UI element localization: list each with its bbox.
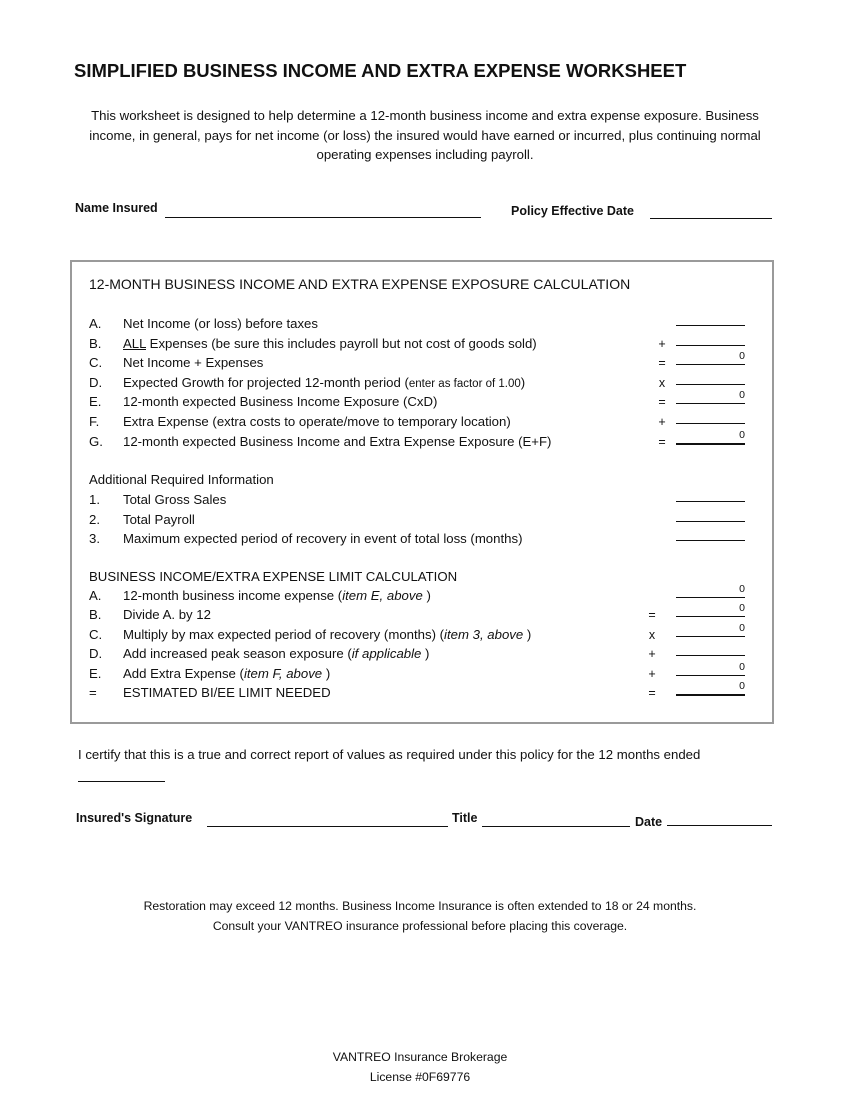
insured-signature-label: Insured's Signature xyxy=(76,811,193,825)
calc-row xyxy=(89,375,525,392)
additional-info-title: Additional Required Information xyxy=(89,472,274,487)
brand-block xyxy=(270,1048,570,1087)
limit-value-field[interactable]: 0 xyxy=(676,679,745,696)
calc-value-field[interactable] xyxy=(676,330,745,346)
limit-label-end: ) xyxy=(523,626,532,642)
limit-label-text: ESTIMATED BI/EE LIMIT NEEDED xyxy=(123,685,331,700)
limit-label-reference: item F, above xyxy=(243,665,323,681)
calc-label-text: Expected Growth for projected 12-month period ( xyxy=(123,374,409,390)
limit-row xyxy=(89,666,330,682)
calc-label-text: Extra Expense (extra costs to operate/move to temporary location) xyxy=(123,414,511,429)
calc-operator: x xyxy=(658,375,666,390)
limit-row xyxy=(89,627,531,643)
calc-label xyxy=(123,355,263,371)
calc-letter: F. xyxy=(89,414,100,429)
policy-effective-date-field[interactable] xyxy=(650,204,772,219)
limit-label-text: Divide A. by 12 xyxy=(123,607,211,623)
footer-note xyxy=(70,897,770,936)
limit-letter: E. xyxy=(89,665,102,681)
additional-label xyxy=(123,512,195,528)
calc-label xyxy=(123,336,537,352)
limit-value-field[interactable]: 0 xyxy=(676,582,745,598)
calc-section-title: 12-MONTH BUSINESS INCOME AND EXTRA EXPENSE EXPOSURE CALCULATION xyxy=(89,276,631,292)
limit-label xyxy=(123,685,331,701)
limit-label-reference: item 3, above xyxy=(444,626,524,642)
calc-value-field[interactable]: 0 xyxy=(676,428,745,445)
calc-letter: C. xyxy=(89,355,103,371)
limit-row xyxy=(89,607,211,623)
limit-row xyxy=(89,646,429,662)
limit-label-text: Add increased peak season exposure ( xyxy=(123,646,352,662)
calc-label-text: 12-month expected Business Income and Extra Expense Exposure (E+F) xyxy=(123,433,552,449)
limit-operator: = xyxy=(648,608,656,623)
additional-row xyxy=(89,512,195,528)
limit-label xyxy=(123,666,330,682)
limit-row xyxy=(89,685,331,701)
additional-row xyxy=(89,492,226,508)
calc-value-field[interactable] xyxy=(676,408,745,424)
intro-paragraph: This worksheet is designed to help determine a 12-month business income and extra expense exposure. Business income, in general, pays for net income (or loss) the insured would have earned or incurred, plus continuing normal operating expenses including payroll. xyxy=(89,108,761,162)
date-field[interactable] xyxy=(667,811,772,826)
calc-row xyxy=(89,316,318,332)
calc-letter: B. xyxy=(89,335,102,351)
calc-value-field[interactable]: 0 xyxy=(676,388,745,404)
additional-value-field[interactable] xyxy=(676,525,745,541)
limit-label-text: 12-month business income expense ( xyxy=(123,588,343,603)
limit-label xyxy=(123,588,431,604)
limit-value-field[interactable] xyxy=(676,640,745,656)
limit-label xyxy=(123,646,429,662)
limit-label-reference: item E, above xyxy=(342,588,423,603)
calc-row xyxy=(89,414,511,430)
calc-letter: D. xyxy=(89,374,103,390)
calc-label xyxy=(123,375,525,392)
calc-row xyxy=(89,394,437,410)
additional-value-field[interactable] xyxy=(676,506,745,522)
limit-label-text: Add Extra Expense ( xyxy=(123,665,244,681)
additional-row xyxy=(89,531,522,547)
additional-label xyxy=(123,531,522,547)
calc-label-text: Net Income + Expenses xyxy=(123,355,264,371)
additional-letter: 2. xyxy=(89,511,100,527)
additional-label-text: Total Gross Sales xyxy=(123,492,227,507)
calc-row xyxy=(89,336,537,352)
calc-value-field[interactable] xyxy=(676,369,745,385)
calc-value-field[interactable]: 0 xyxy=(676,349,745,365)
limit-label-end: ) xyxy=(422,588,431,603)
additional-label xyxy=(123,492,226,508)
calc-operator: + xyxy=(658,415,666,429)
limit-label-end: ) xyxy=(322,665,331,681)
brand-name: VANTREO Insurance Brokerage xyxy=(332,1050,508,1064)
page-title: SIMPLIFIED BUSINESS INCOME AND EXTRA EXPENSE WORKSHEET xyxy=(74,60,687,81)
limit-label xyxy=(123,607,211,623)
limit-calc-title: BUSINESS INCOME/EXTRA EXPENSE LIMIT CALCULATION xyxy=(89,569,458,584)
calc-letter: E. xyxy=(89,394,102,410)
calc-label-note: enter as factor of 1.00 xyxy=(408,377,521,390)
limit-operator: x xyxy=(648,627,656,642)
footer-note-line-1: Restoration may exceed 12 months. Business Income Insurance is often extended to 18 or 24 months. xyxy=(143,899,697,913)
calc-label-emphasis: ALL xyxy=(123,335,146,351)
calc-label-text: 12-month expected Business Income Exposure (CxD) xyxy=(123,394,438,410)
calc-label xyxy=(123,394,437,410)
policy-effective-date-label: Policy Effective Date xyxy=(511,204,634,218)
limit-label-end: ) xyxy=(421,646,430,662)
limit-letter: A. xyxy=(89,588,102,603)
calc-label xyxy=(123,316,318,332)
title-label: Title xyxy=(452,811,478,825)
title-field[interactable] xyxy=(482,812,630,827)
calc-row xyxy=(89,434,551,450)
limit-letter: B. xyxy=(89,607,102,623)
calc-label xyxy=(123,414,511,430)
limit-value-field[interactable]: 0 xyxy=(676,601,745,617)
calc-operator: = xyxy=(658,356,666,371)
additional-label-text: Maximum expected period of recovery in event of total loss (months) xyxy=(123,531,523,547)
additional-letter: 3. xyxy=(89,531,100,547)
limit-letter: D. xyxy=(89,646,103,662)
additional-value-field[interactable] xyxy=(676,486,745,502)
limit-value-field[interactable]: 0 xyxy=(676,621,745,637)
calc-label-text: Expenses (be sure this includes payroll but not cost of goods sold) xyxy=(145,335,537,351)
limit-operator: = xyxy=(648,686,656,700)
limit-label-reference: if applicable xyxy=(351,646,422,662)
calc-label-text: Net Income (or loss) before taxes xyxy=(123,316,318,331)
calc-value-field[interactable] xyxy=(676,310,745,326)
limit-letter: = xyxy=(89,685,97,700)
name-insured-label: Name Insured xyxy=(75,201,158,215)
limit-label-text: Multiply by max expected period of recovery (months) ( xyxy=(123,626,445,642)
calc-letter: A. xyxy=(89,316,102,331)
limit-value-field[interactable]: 0 xyxy=(676,660,745,676)
limit-operator: + xyxy=(648,647,656,662)
calc-operator: + xyxy=(658,336,666,351)
insured-signature-field[interactable] xyxy=(207,812,448,827)
additional-label-text: Total Payroll xyxy=(123,511,195,527)
limit-operator: + xyxy=(648,666,656,681)
limit-row xyxy=(89,588,431,604)
calc-row xyxy=(89,355,263,371)
limit-letter: C. xyxy=(89,626,103,642)
calc-operator: = xyxy=(658,395,666,410)
limit-label xyxy=(123,627,531,643)
calc-label xyxy=(123,434,551,450)
footer-note-line-2: Consult your VANTREO insurance professional before placing this coverage. xyxy=(212,918,628,933)
name-insured-field[interactable] xyxy=(165,203,481,218)
calc-operator: = xyxy=(658,434,666,449)
certification-text: I certify that this is a true and correct report of values as required under this policy for the 12 months ended xyxy=(78,747,701,762)
months-ended-field[interactable] xyxy=(78,767,165,782)
calc-letter: G. xyxy=(89,433,103,449)
license-number: License #0F69776 xyxy=(369,1069,471,1084)
date-label: Date xyxy=(635,815,663,829)
additional-letter: 1. xyxy=(89,492,100,507)
calc-label-end: ) xyxy=(520,374,526,390)
